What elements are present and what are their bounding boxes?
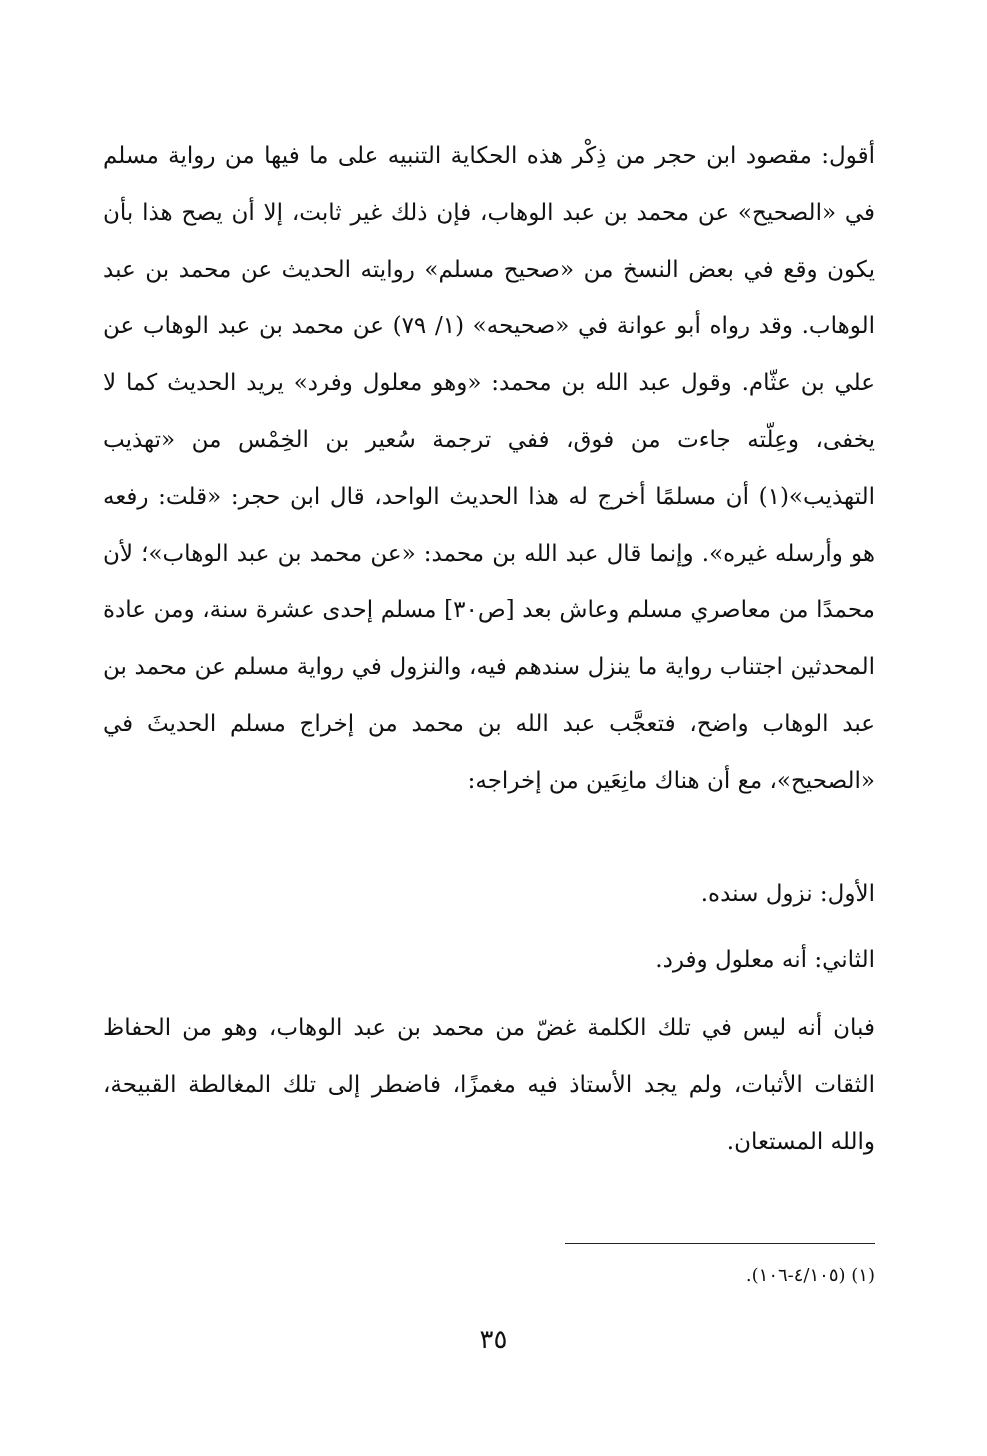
footnote-divider — [565, 1243, 875, 1244]
conclusion-paragraph: فبان أنه ليس في تلك الكلمة غضّ من محمد بن عبد الوهاب، وهو من الحفاظ الثقات الأثبات، ولم يجد الأستاذ فيه مغمزًا، فاضطر إلى تلك المغالطة القبيحة، والله المستعان. — [103, 1015, 875, 1155]
first-reason-line: الأول: نزول سنده. — [700, 881, 875, 907]
page-number: ٣٥ — [479, 1325, 508, 1355]
footnote: (١) (٤/١٠٥-١٠٦). — [745, 1265, 875, 1286]
main-paragraph: أقول: مقصود ابن حجر من ذِكْر هذه الحكاية التنبيه على ما فيها من رواية مسلم في «الصحيح» عن محمد بن عبد الوهاب، فإن ذلك غير ثابت، إلا أن يصح هذا بأن يكون وقع في بعض النسخ من «صحيح مسلم» روايته الحديث عن محمد بن عبد الوهاب. وقد رواه أبو عوانة في «صحيحه» (١/ ٧٩) عن محمد بن عبد الوهاب عن علي بن عثّام. وقول عبد الله بن محمد: «وهو معلول وفرد» يريد الحديث كما لا يخفى، وعِلّته جاءت من فوق، ففي ترجمة سُعير بن الخِمْس من «تهذيب التهذيب»(١) أن مسلمًا أخرج له هذا الحديث الواحد، قال ابن حجر: «قلت: رفعه هو وأرسله غيره». وإنما قال عبد الله بن محمد: «عن محمد بن عبد الوهاب»؛ لأن محمدًا من معاصري مسلم وعاش بعد [ص٣٠] مسلم إحدى عشرة سنة، ومن عادة المحدثين اجتناب رواية ما ينزل سندهم فيه، والنزول في رواية مسلم عن محمد بن عبد الوهاب واضح، فتعجَّب عبد الله بن محمد من إخراج مسلم الحديثَ في «الصحيح»، مع أن هناك مانِعَين من إخراجه: — [103, 143, 875, 794]
second-reason-line: الثاني: أنه معلول وفرد. — [655, 947, 875, 973]
